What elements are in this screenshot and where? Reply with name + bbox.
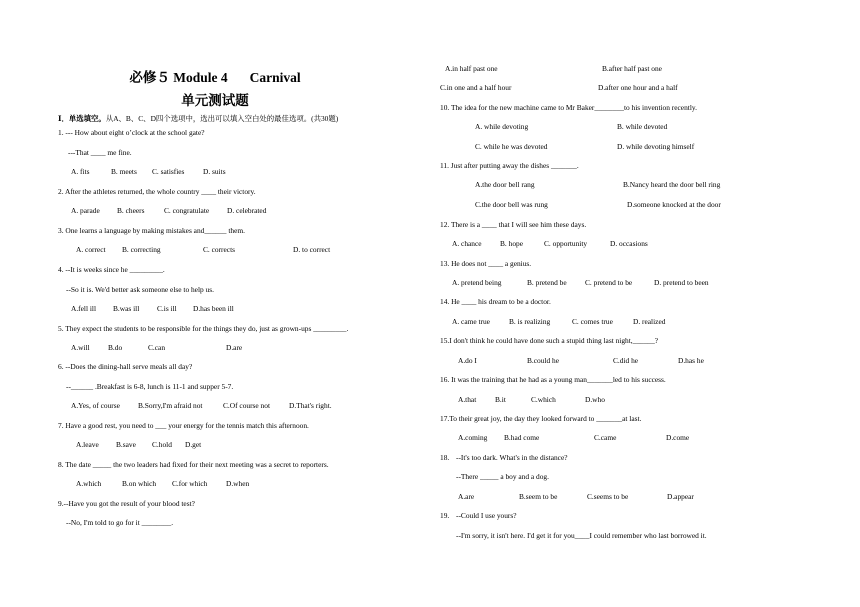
question-text: B.seem to be	[519, 492, 558, 501]
question-text: C. while he was devoted	[475, 142, 548, 151]
question-text: B.had come	[504, 433, 540, 442]
question-text: D.someone knocked at the door	[627, 200, 721, 209]
question-text: 13. He does not ____ a genius.	[440, 259, 532, 268]
title-module: 必修５ Module 4	[129, 70, 228, 85]
question-text: A.are	[458, 492, 475, 501]
question-text: C.for which	[172, 479, 208, 488]
question-text: A.will	[71, 343, 90, 352]
question-text: D. pretend to been	[654, 278, 709, 287]
question-text: A.which	[76, 479, 102, 488]
question-text: 14. He ____ his dream to be a doctor.	[440, 297, 551, 306]
question-text: --It's too dark. What's in the distance?	[456, 453, 568, 462]
question-text: 19.	[440, 511, 450, 520]
question-text: 3. One learns a language by making mistakes and______ them.	[58, 226, 245, 235]
question-text: C.in one and a half hour	[440, 83, 512, 92]
question-text: --Could I use yours?	[456, 511, 517, 520]
section-label: Ⅰ．单选填空。	[58, 114, 106, 123]
question-text: B.could he	[527, 356, 560, 365]
question-text: B.was ill	[113, 304, 140, 313]
question-text: C. comes true	[572, 317, 613, 326]
question-text: D.when	[226, 479, 250, 488]
question-text: B. cheers	[117, 206, 145, 215]
question-text: A.that	[458, 395, 477, 404]
question-text: D. celebrated	[227, 206, 267, 215]
question-text: B.save	[116, 440, 136, 449]
question-text: D. while devoting himself	[617, 142, 695, 151]
question-text: D.are	[226, 343, 243, 352]
question-text: A. correct	[76, 245, 106, 254]
question-text: B.after half past one	[602, 64, 662, 73]
question-text: 10. The idea for the new machine came to Mr Baker________to his invention recently.	[440, 103, 697, 112]
question-text: C. pretend to be	[585, 278, 633, 287]
question-text: C. congratulate	[164, 206, 210, 215]
question-text: B. pretend be	[527, 278, 567, 287]
question-text: B.it	[495, 395, 506, 404]
question-text: C.came	[594, 433, 617, 442]
question-text: C. satisfies	[152, 167, 185, 176]
question-text: D. to correct	[293, 245, 331, 254]
question-text: 18.	[440, 453, 450, 462]
question-text: A. while devoting	[475, 122, 529, 131]
question-text: D.That's right.	[289, 401, 332, 410]
question-text: C.Of course not	[223, 401, 271, 410]
page-subtitle: 单元测试题	[181, 93, 249, 108]
question-text: D. suits	[203, 167, 226, 176]
question-text: A. pretend being	[452, 278, 502, 287]
question-text: --No, I'm told to go for it ________.	[66, 518, 174, 527]
question-text: A.the door bell rang	[475, 180, 535, 189]
question-text: C.the door bell was rung	[475, 200, 548, 209]
question-text: 8. The date _____ the two leaders had fixed for their next meeting was a secret to reporters.	[58, 460, 329, 469]
question-text: D. realized	[633, 317, 666, 326]
question-text: D.after one hour and a half	[598, 83, 678, 92]
question-text: --So it is. We'd better ask someone else to help us.	[66, 285, 214, 294]
question-text: 6. --Does the dining-hall serve meals all day?	[58, 362, 193, 371]
question-text: A. chance	[452, 239, 482, 248]
question-text: --There _____ a boy and a dog.	[456, 472, 549, 481]
question-text: B.Sorry,I'm afraid not	[138, 401, 203, 410]
question-text: --I'm sorry, it isn't here. I'd get it for you____I could remember who last borrowed it.	[456, 531, 707, 540]
question-text: C.did he	[613, 356, 639, 365]
question-text: ---That ____ me fine.	[68, 148, 132, 157]
question-text: B.do	[108, 343, 123, 352]
question-text: 9.--Have you got the result of your blood test?	[58, 499, 195, 508]
question-text: B. while devoted	[617, 122, 668, 131]
question-text: 2. After the athletes returned, the whole country ____ their victory.	[58, 187, 256, 196]
question-text: C.can	[148, 343, 166, 352]
question-text: A.leave	[76, 440, 99, 449]
question-text: A. came true	[452, 317, 490, 326]
question-text: B.Nancy heard the door bell ring	[623, 180, 721, 189]
question-text: B. hope	[500, 239, 523, 248]
question-text: D.get	[185, 440, 202, 449]
question-text: 12. There is a ____ that I will see him these days.	[440, 220, 587, 229]
question-text: C. corrects	[203, 245, 236, 254]
page-title	[0, 66, 430, 86]
question-text: 5. They expect the students to be responsible for the things they do, just as grown-ups _________.	[58, 324, 349, 333]
question-text: C.is ill	[157, 304, 177, 313]
question-text: D.come	[666, 433, 690, 442]
question-text: C.which	[531, 395, 556, 404]
question-text: B. meets	[111, 167, 137, 176]
question-text: B. correcting	[122, 245, 161, 254]
question-text: A.coming	[458, 433, 488, 442]
question-text: A.fell ill	[71, 304, 97, 313]
question-text: C. opportunity	[544, 239, 588, 248]
question-text: --______ .Breakfast is 6-8, lunch is 11-1 and supper 5-7.	[66, 382, 234, 391]
question-text: B.on which	[122, 479, 157, 488]
title-carnival: Carnival	[249, 70, 301, 85]
question-text: A.Yes, of course	[71, 401, 120, 410]
question-text: 16. It was the training that he had as a young man_______led to his success.	[440, 375, 666, 384]
question-text: A. parade	[71, 206, 100, 215]
question-text: C.hold	[152, 440, 172, 449]
question-text: D.has he	[678, 356, 704, 365]
question-text: 4. --It is weeks since he _________.	[58, 265, 165, 274]
question-text: 1. --- How about eight o’clock at the school gate?	[58, 128, 205, 137]
section-instruction: 从A、B、C、D四个选项中，选出可以填入空白处的最佳选项。(共30题)	[105, 114, 339, 123]
question-text: B. is realizing	[509, 317, 551, 326]
section-heading	[58, 113, 338, 124]
question-text: 7. Have a good rest, you need to ___ your energy for the tennis match this afternoon.	[58, 421, 309, 430]
question-text: A.do I	[458, 356, 477, 365]
question-text: 17.To their great joy, the day they looked forward to _______at last.	[440, 414, 642, 423]
question-text: D.has been ill	[193, 304, 234, 313]
question-text: D. occasions	[610, 239, 648, 248]
question-text: D.who	[585, 395, 605, 404]
question-text: 15.I don't think he could have done such a stupid thing last night,______?	[440, 336, 659, 345]
question-text: D.appear	[667, 492, 694, 501]
question-text: C.seems to be	[587, 492, 629, 501]
question-text: A.in half past one	[445, 64, 498, 73]
question-text: 11. Just after putting away the dishes _______.	[440, 161, 579, 170]
question-text: A. fits	[71, 167, 90, 176]
